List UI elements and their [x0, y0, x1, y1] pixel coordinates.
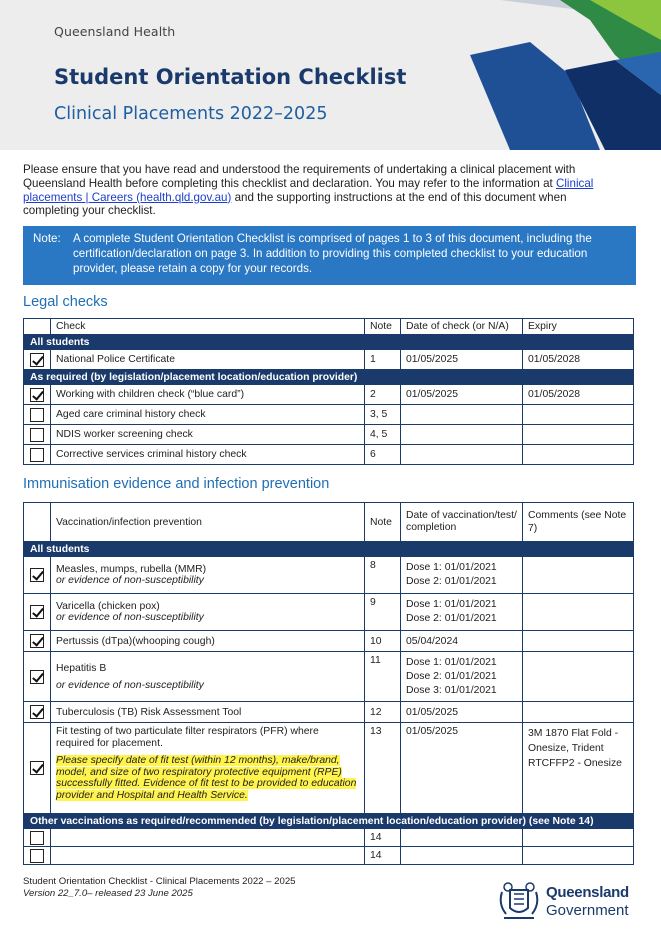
checkbox[interactable] [30, 670, 44, 684]
column-header: Comments (see Note 7) [523, 503, 634, 542]
checkbox[interactable] [30, 831, 44, 845]
checkbox[interactable] [30, 605, 44, 619]
logo-text-government: Government [546, 902, 629, 919]
footer-version: Version 22_7.0– released 23 June 2025 [23, 887, 193, 899]
page-title: Student Orientation Checklist [54, 65, 407, 89]
check-name: National Police Certificate [51, 350, 365, 370]
checkbox[interactable] [30, 568, 44, 582]
check-name: Aged care criminal history check [51, 405, 365, 425]
expiry-cell[interactable] [523, 425, 634, 445]
group-label: As required (by legislation/placement location/education provider) [24, 370, 634, 385]
note-text: A complete Student Orientation Checklist is comprised of pages 1 to 3 of this document, including the certification/declaration on page 3. In addition to providing this completed checklist to your education provider, please retain a copy for your records. [73, 232, 592, 276]
checkbox[interactable] [30, 705, 44, 719]
vaccine-subtext: or evidence of non-susceptibility [56, 575, 204, 586]
note-ref: 4, 5 [365, 425, 401, 445]
date-cell[interactable]: 01/05/2025 [401, 702, 523, 723]
dose-date: Dose 1: 01/01/2021 [406, 656, 497, 668]
table-row [24, 631, 634, 652]
column-header: Date of check (or N/A) [401, 319, 523, 335]
legal-checks-table [23, 318, 634, 465]
comment-cell[interactable] [523, 702, 634, 723]
date-cell[interactable] [401, 847, 523, 865]
vaccine-subtext: or evidence of non-susceptibility [56, 679, 204, 691]
table-row [24, 425, 634, 445]
header-graphic [440, 0, 661, 150]
checkbox[interactable] [30, 849, 44, 863]
date-cell[interactable] [401, 405, 523, 425]
page-subtitle: Clinical Placements 2022–2025 [54, 104, 328, 124]
date-cell[interactable]: 01/05/2025 [401, 350, 523, 370]
check-name: Working with children check (“blue card”) [51, 385, 365, 405]
date-cell[interactable]: 01/05/2025 [401, 385, 523, 405]
page-header [0, 0, 661, 150]
comment-cell[interactable] [523, 829, 634, 847]
check-name: NDIS worker screening check [51, 425, 365, 445]
note-ref: 12 [365, 702, 401, 723]
expiry-cell[interactable] [523, 445, 634, 465]
group-row [24, 335, 634, 350]
legal-checks-heading: Legal checks [23, 294, 108, 310]
note-ref: 9 [365, 594, 401, 631]
checkbox[interactable] [30, 634, 44, 648]
column-header: Expiry [523, 319, 634, 335]
table-row [24, 723, 634, 814]
table-row [24, 847, 634, 865]
group-label: All students [24, 542, 634, 557]
table-row [24, 445, 634, 465]
expiry-cell[interactable] [523, 405, 634, 425]
note-ref: 1 [365, 350, 401, 370]
note-ref: 11 [365, 652, 401, 702]
table-row [24, 350, 634, 370]
org-name: Queensland Health [54, 24, 176, 39]
table-header-row [24, 503, 634, 542]
table-row [24, 405, 634, 425]
checkbox[interactable] [30, 408, 44, 422]
logo-text-queensland: Queensland [546, 884, 629, 901]
comment-cell[interactable] [523, 594, 634, 631]
immunisation-heading: Immunisation evidence and infection prevention [23, 476, 330, 492]
table-row [24, 557, 634, 594]
check-name: Corrective services criminal history check [51, 445, 365, 465]
column-header: Date of vaccination/test/ completion [401, 503, 523, 542]
table-row [24, 594, 634, 631]
group-row [24, 370, 634, 385]
vaccine-name[interactable] [51, 847, 365, 865]
table-row [24, 385, 634, 405]
table-row [24, 702, 634, 723]
date-cell[interactable] [401, 425, 523, 445]
dose-date: Dose 1: 01/01/2021 [406, 562, 497, 573]
group-label: All students [24, 335, 634, 350]
qld-government-logo [496, 878, 636, 923]
checkbox[interactable] [30, 388, 44, 402]
dose-date: Dose 2: 01/01/2021 [406, 576, 497, 587]
expiry-cell[interactable]: 01/05/2028 [523, 385, 634, 405]
checkbox[interactable] [30, 761, 44, 775]
comment-cell[interactable] [523, 652, 634, 702]
column-header: Check [51, 319, 365, 335]
note-box [23, 226, 636, 285]
checkbox[interactable] [30, 448, 44, 462]
page-footer [23, 876, 296, 899]
date-cell[interactable] [401, 557, 523, 594]
group-row [24, 814, 634, 829]
note-ref: 2 [365, 385, 401, 405]
date-cell[interactable] [401, 594, 523, 631]
table-header-row [24, 319, 634, 335]
vaccine-name: Fit testing of two particulate filter respirators (PFR) where required for placement. [56, 726, 319, 749]
comment-cell[interactable] [523, 631, 634, 652]
vaccine-name: Measles, mumps, rubella (MMR) [56, 564, 207, 575]
group-label: Other vaccinations as required/recommended (by legislation/placement location/education provider) (see Note 14) [24, 814, 634, 829]
comment-cell[interactable] [523, 557, 634, 594]
vaccine-name[interactable] [51, 829, 365, 847]
vaccine-name: Pertussis (dTpa)(whooping cough) [51, 631, 365, 652]
date-cell[interactable]: 01/05/2025 [401, 723, 523, 814]
note-ref: 10 [365, 631, 401, 652]
vaccine-name: Varicella (chicken pox) [56, 601, 160, 612]
note-ref: 3, 5 [365, 405, 401, 425]
note-ref: 8 [365, 557, 401, 594]
clinical-placements-link[interactable]: Clinical placements | Careers (health.qld.gov.au) [23, 176, 594, 204]
intro-paragraph [23, 163, 613, 218]
dose-date: Dose 3: 01/01/2021 [406, 684, 497, 696]
table-row [24, 829, 634, 847]
dose-date: Dose 2: 01/01/2021 [406, 613, 497, 624]
comment-cell[interactable]: 3M 1870 Flat Fold - Onesize, Trident RTCFFP2 - Onesize [523, 723, 634, 814]
note-label: Note: [33, 232, 61, 245]
immunisation-table [23, 502, 634, 865]
comment-cell[interactable] [523, 847, 634, 865]
vaccine-subtext: or evidence of non-susceptibility [56, 612, 204, 623]
footer-title: Student Orientation Checklist - Clinical Placements 2022 – 2025 [23, 876, 296, 887]
vaccine-name: Hepatitis B [56, 662, 107, 674]
note-ref: 6 [365, 445, 401, 465]
column-header: Vaccination/infection prevention [51, 503, 365, 542]
intro-text-end: and the supporting instructions at the end of this document when completing your checklist. [23, 190, 567, 218]
column-header: Note [365, 503, 401, 542]
date-cell[interactable] [401, 829, 523, 847]
dose-date: Dose 1: 01/01/2021 [406, 599, 497, 610]
checkbox[interactable] [30, 353, 44, 367]
group-row [24, 542, 634, 557]
note-ref: 14 [365, 847, 401, 865]
date-cell[interactable] [401, 652, 523, 702]
checkbox[interactable] [30, 428, 44, 442]
date-cell[interactable] [401, 445, 523, 465]
fit-test-instruction: Please specify date of fit test (within 12 months), make/brand, model, and size of two respiratory protective equipment (RPE) successfully fitted. Evidence of fit test to be provided to education provider and Hospital and Health Service. [56, 755, 357, 801]
column-header: Note [365, 319, 401, 335]
table-row [24, 652, 634, 702]
vaccine-name: Tuberculosis (TB) Risk Assessment Tool [51, 702, 365, 723]
note-ref: 13 [365, 723, 401, 814]
intro-text: Please ensure that you have read and understood the requirements of undertaking a clinical placement with Queensland Health before completing this checklist and declaration. You may refer to the information at [23, 163, 576, 190]
note-ref: 14 [365, 829, 401, 847]
expiry-cell[interactable]: 01/05/2028 [523, 350, 634, 370]
date-cell[interactable]: 05/04/2024 [401, 631, 523, 652]
dose-date: Dose 2: 01/01/2021 [406, 670, 497, 682]
coat-of-arms-icon [496, 878, 542, 924]
